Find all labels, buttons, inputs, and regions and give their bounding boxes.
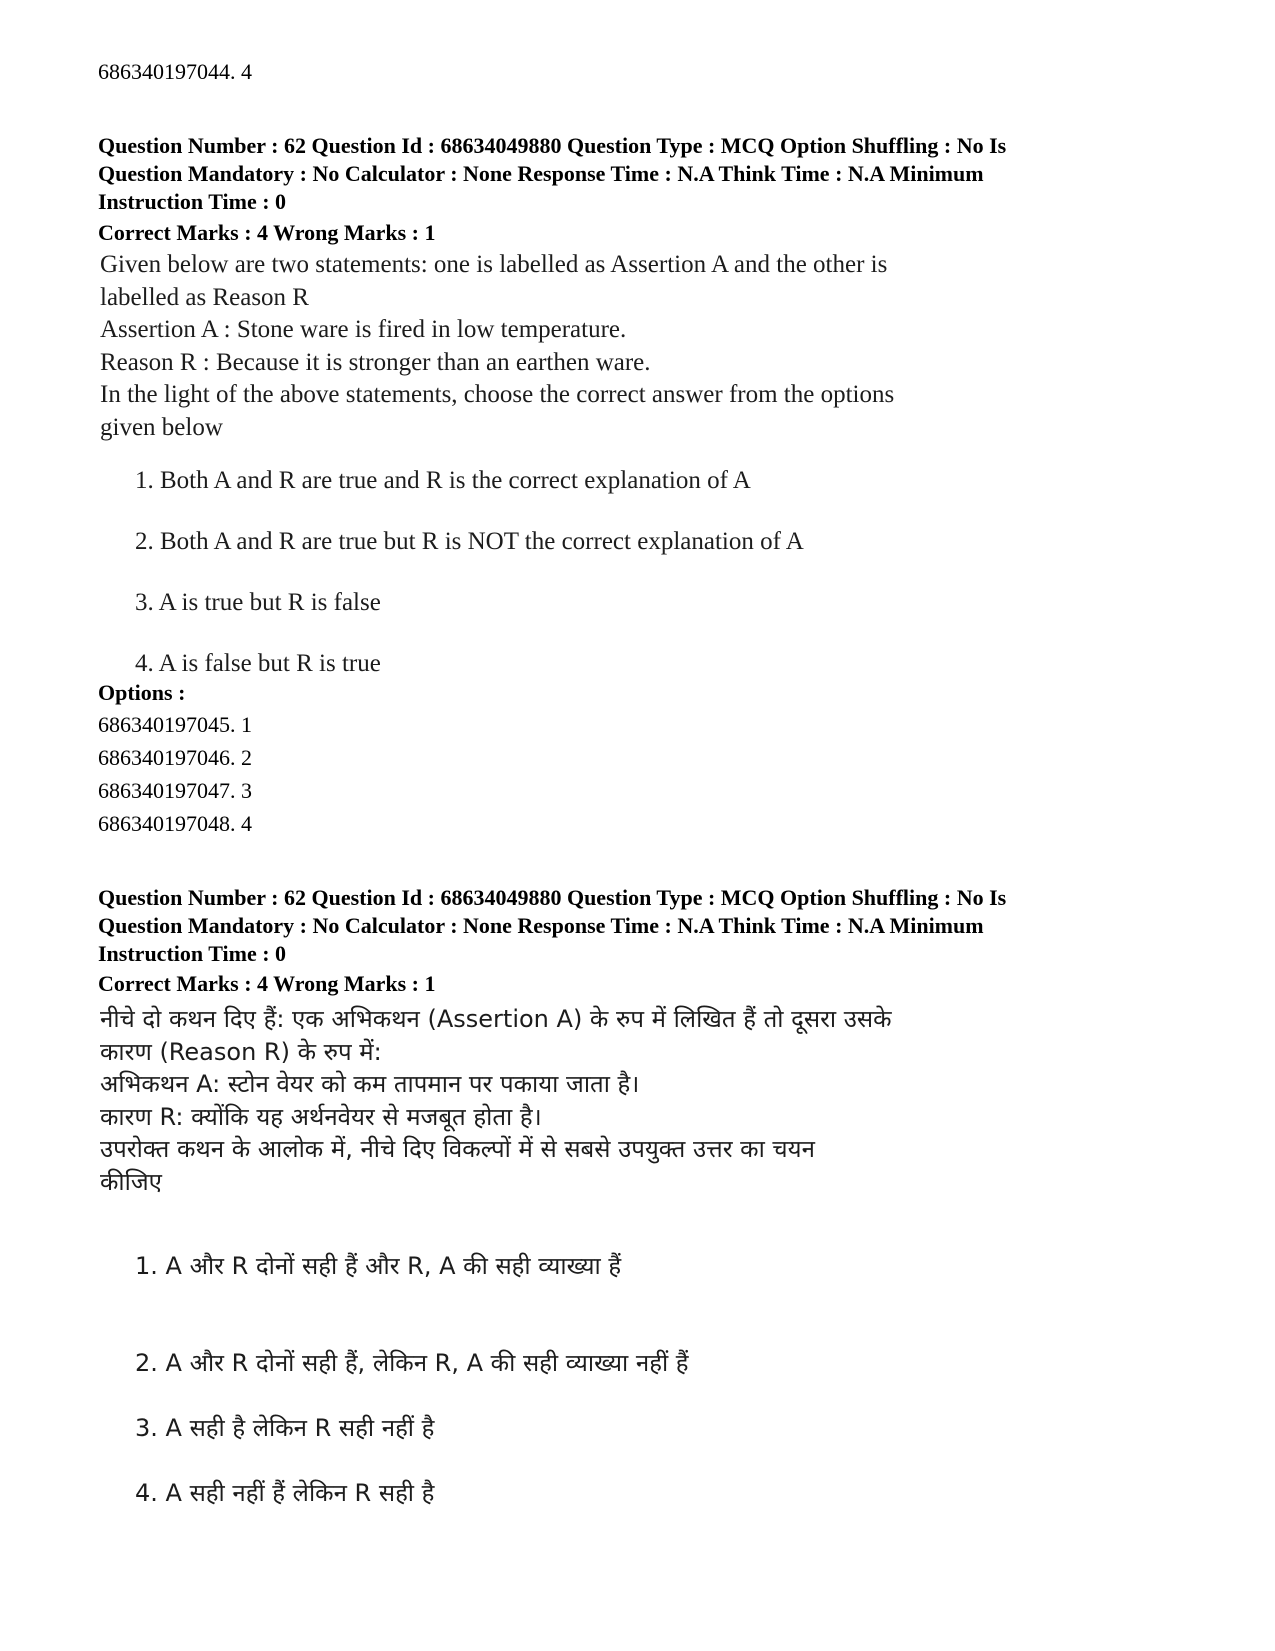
question-text-line: कारण (Reason R) के रुप में: (100, 1037, 382, 1066)
question-text-line: कारण R: क्योंकि यह अर्थनवेयर से मजबूत होता है। (100, 1102, 542, 1131)
question-text-line: Given below are two statements: one is labelled as Assertion A and the other is (100, 251, 888, 278)
question-text (100, 249, 894, 444)
answer-choice: 4. A is false but R is true (135, 650, 381, 677)
option-id: 686340197045. 1 (98, 712, 252, 737)
option-id: 686340197046. 2 (98, 745, 252, 770)
question-meta (98, 132, 1198, 216)
answer-choice: 2. A और R दोनों सही हैं, लेकिन R, A की सही व्याख्या नहीं हैं (135, 1349, 689, 1377)
meta-line: Question Mandatory : No Calculator : None Response Time : N.A Think Time : N.A Minimum (98, 913, 984, 938)
answer-choice: 2. Both A and R are true but R is NOT the correct explanation of A (135, 528, 804, 555)
question-text-line: given below (100, 413, 223, 441)
meta-line: Instruction Time : 0 (98, 941, 287, 966)
option-id: 686340197047. 3 (98, 778, 252, 803)
question-text-line: labelled as Reason R (100, 283, 309, 311)
answer-choice: 3. A is true but R is false (135, 589, 381, 616)
question-text-line: Assertion A : Stone ware is fired in low temperature. (100, 316, 627, 343)
question-text-line: Reason R : Because it is stronger than an earthen ware. (100, 348, 651, 376)
marks-line: Correct Marks : 4 Wrong Marks : 1 (98, 220, 436, 245)
options-label: Options : (98, 680, 186, 705)
answer-choice: 4. A सही नहीं हैं लेकिन R सही है (135, 1479, 435, 1507)
answer-choice: 1. A और R दोनों सही हैं और R, A की सही व्याख्या हैं (135, 1252, 622, 1280)
option-id: 686340197048. 4 (98, 811, 252, 836)
top-option-id: 686340197044. 4 (98, 59, 252, 84)
question-meta (98, 884, 1198, 968)
answer-choice: 3. A सही है लेकिन R सही नहीं है (135, 1414, 435, 1442)
marks-line: Correct Marks : 4 Wrong Marks : 1 (98, 971, 436, 996)
answer-choice: 1. Both A and R are true and R is the correct explanation of A (135, 467, 751, 494)
meta-line: Question Mandatory : No Calculator : None Response Time : N.A Think Time : N.A Minimum (98, 161, 984, 186)
question-text-line: उपरोक्त कथन के आलोक में, नीचे दिए विकल्पों में से सबसे उपयुक्त उत्तर का चयन (100, 1135, 815, 1163)
question-text-hindi (100, 1003, 892, 1198)
question-text-line: अभिकथन A: स्टोन वेयर को कम तापमान पर पकाया जाता है। (100, 1070, 640, 1098)
meta-line: Question Number : 62 Question Id : 68634049880 Question Type : MCQ Option Shuffling : No Is (98, 885, 1007, 910)
meta-line: Question Number : 62 Question Id : 68634049880 Question Type : MCQ Option Shuffling : No Is (98, 133, 1007, 158)
question-text-line: In the light of the above statements, choose the correct answer from the options (100, 381, 895, 408)
question-text-line: कीजिए (100, 1167, 162, 1196)
question-text-line: नीचे दो कथन दिए हैं: एक अभिकथन (Assertion A) के रुप में लिखित हैं तो दूसरा उसके (100, 1005, 892, 1033)
meta-line: Instruction Time : 0 (98, 189, 287, 214)
